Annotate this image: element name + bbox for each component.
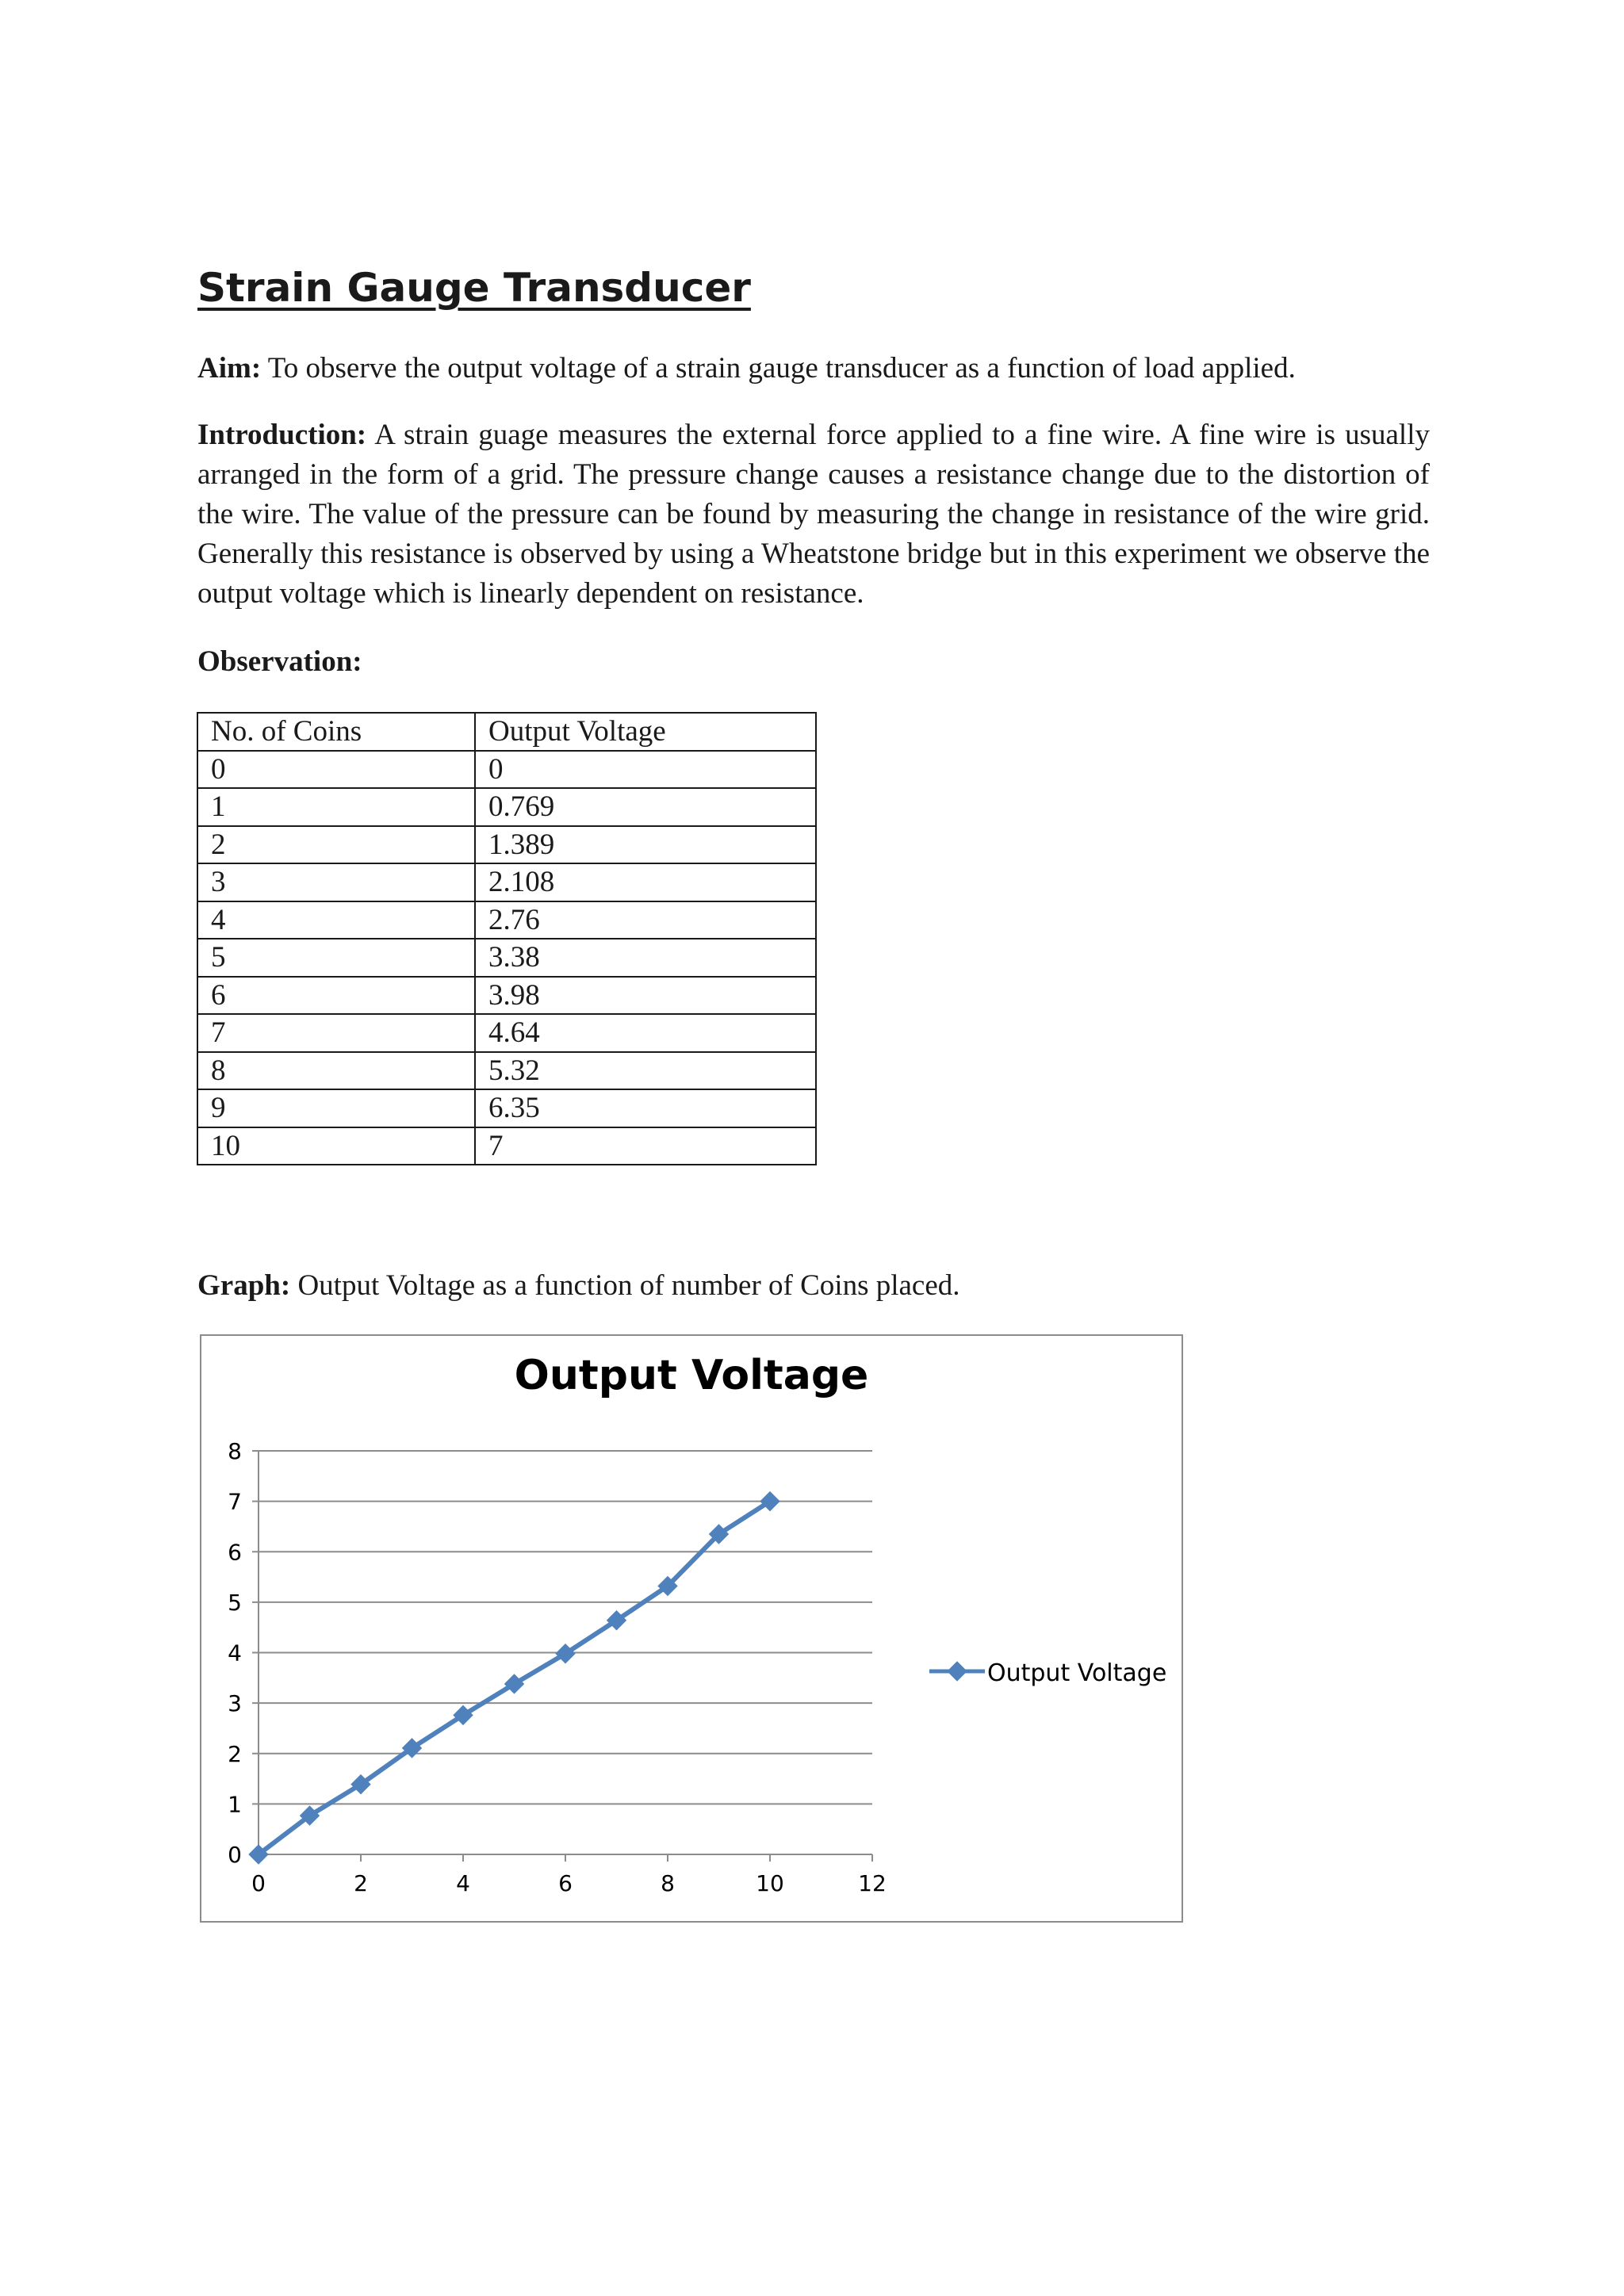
table-row — [197, 1089, 816, 1127]
cell-coins: 2 — [197, 826, 475, 864]
y-tick-label: 5 — [228, 1589, 242, 1616]
aim-text: To observe the output voltage of a strain gauge transducer as a function of load applied. — [261, 352, 1296, 385]
introduction-label: Introduction: — [197, 419, 367, 451]
cell-coins: 8 — [197, 1052, 475, 1090]
cell-coins: 4 — [197, 901, 475, 939]
table-row — [197, 977, 816, 1015]
chart-frame — [200, 1334, 1183, 1923]
cell-voltage: 6.35 — [475, 1089, 816, 1127]
cell-voltage: 4.64 — [475, 1014, 816, 1052]
cell-voltage: 5.32 — [475, 1052, 816, 1090]
chart-x-ticks — [251, 1854, 887, 1896]
output-voltage-chart — [201, 1336, 1182, 1921]
aim-label: Aim: — [197, 352, 262, 385]
cell-voltage: 7 — [475, 1127, 816, 1165]
table-header-row — [197, 713, 816, 751]
cell-coins: 5 — [197, 939, 475, 977]
x-tick-label: 0 — [251, 1870, 266, 1896]
graph-caption — [197, 1266, 1430, 1306]
table-row — [197, 901, 816, 939]
cell-coins: 10 — [197, 1127, 475, 1165]
y-tick-label: 2 — [228, 1740, 242, 1767]
y-tick-label: 3 — [228, 1690, 242, 1717]
table-row — [197, 1014, 816, 1052]
cell-coins: 6 — [197, 977, 475, 1015]
chart-title: Output Voltage — [514, 1352, 869, 1399]
x-tick-label: 4 — [456, 1870, 470, 1896]
y-tick-label: 0 — [228, 1842, 242, 1868]
chart-gridlines — [259, 1451, 872, 1804]
legend-label: Output Voltage — [987, 1659, 1167, 1687]
y-tick-label: 1 — [228, 1791, 242, 1818]
chart-y-ticks — [228, 1438, 259, 1868]
table-row — [197, 751, 816, 789]
y-tick-label: 8 — [228, 1438, 242, 1464]
aim-paragraph — [197, 349, 1430, 388]
cell-coins: 9 — [197, 1089, 475, 1127]
y-tick-label: 6 — [228, 1539, 242, 1566]
graph-label: Graph: — [197, 1269, 291, 1302]
x-tick-label: 10 — [756, 1870, 784, 1896]
introduction-paragraph — [197, 415, 1430, 614]
column-header-voltage: Output Voltage — [475, 713, 816, 751]
x-tick-label: 12 — [858, 1870, 887, 1896]
table-row — [197, 788, 816, 826]
cell-coins: 7 — [197, 1014, 475, 1052]
cell-coins: 3 — [197, 863, 475, 901]
cell-voltage: 1.389 — [475, 826, 816, 864]
y-tick-label: 4 — [228, 1640, 242, 1667]
observation-heading: Observation: — [197, 645, 362, 678]
graph-caption-text: Output Voltage as a function of number of Coins placed. — [290, 1269, 960, 1302]
introduction-text: A strain guage measures the external force applied to a fine wire. A fine wire is usually arranged in the form of a grid. The pressure change causes a resistance change due to the distortion of the wire. The value of the pressure can be found by measuring the change in resistance of the wire grid. Generally this resistance is observed by using a Wheatstone bridge but in this experiment we observe the output voltage which is linearly dependent on resistance. — [197, 419, 1430, 610]
legend-marker — [947, 1661, 967, 1681]
table-row — [197, 939, 816, 977]
x-tick-label: 8 — [661, 1870, 675, 1896]
table-row — [197, 1052, 816, 1090]
cell-voltage: 3.98 — [475, 977, 816, 1015]
cell-voltage: 3.38 — [475, 939, 816, 977]
cell-coins: 0 — [197, 751, 475, 789]
x-tick-label: 2 — [354, 1870, 368, 1896]
cell-voltage: 0 — [475, 751, 816, 789]
chart-legend — [929, 1659, 1166, 1687]
table-row — [197, 1127, 816, 1165]
y-tick-label: 7 — [228, 1488, 242, 1515]
table-row — [197, 863, 816, 901]
cell-voltage: 2.76 — [475, 901, 816, 939]
table-row — [197, 826, 816, 864]
chart-series — [248, 1491, 779, 1865]
cell-voltage: 0.769 — [475, 788, 816, 826]
observation-table — [197, 712, 817, 1165]
x-tick-label: 6 — [558, 1870, 573, 1896]
column-header-coins: No. of Coins — [197, 713, 475, 751]
cell-coins: 1 — [197, 788, 475, 826]
cell-voltage: 2.108 — [475, 863, 816, 901]
page-title: Strain Gauge Transducer — [197, 265, 751, 311]
